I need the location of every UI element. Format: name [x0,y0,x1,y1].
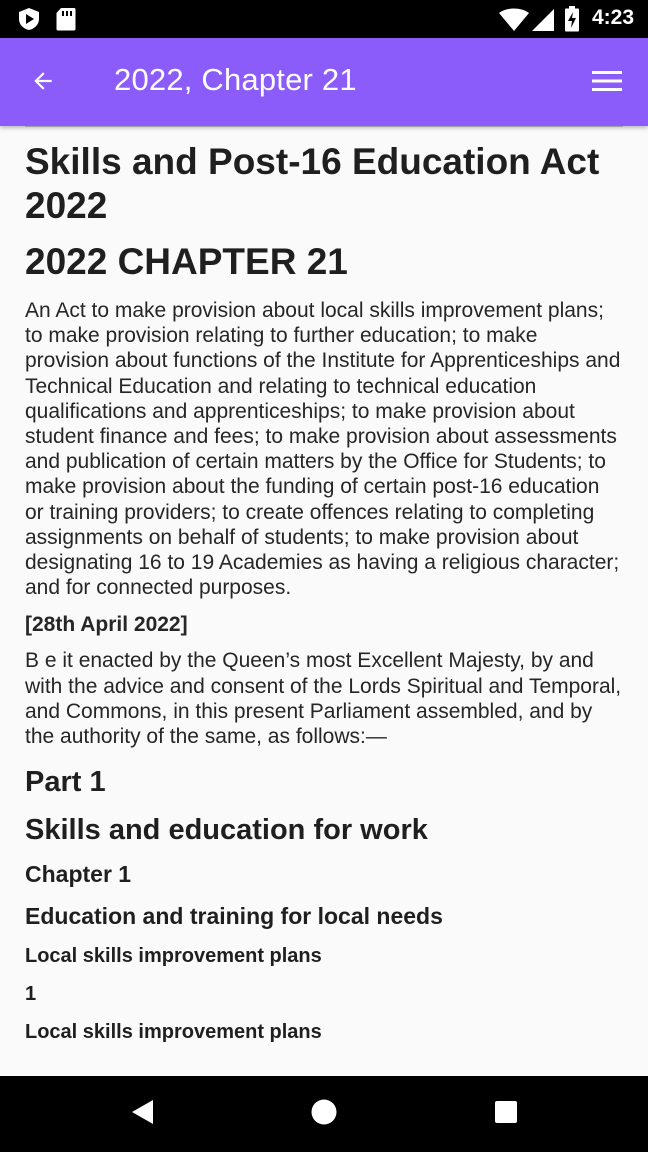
wifi-icon [498,8,530,37]
nav-home-circle-icon [310,1098,338,1131]
status-time: 4:23 [591,6,634,29]
section-heading: Local skills improvement plans [25,1021,322,1044]
section-number: 1 [25,983,37,1006]
sd-card-icon [56,7,76,36]
part-number: Part 1 [25,766,106,799]
shield-play-icon [18,7,40,36]
document-title: Skills and Post-16 Education Act 2022 [25,141,600,226]
back-button[interactable] [20,60,66,106]
enacting-text: B e it enacted by the Queen’s most Excellent Majesty, by and with the advice and consent of the Lords Spiritual and Temporal, and Commons, in this present Parliament assembled, and by the authority of the same, as follows:— [25,649,622,749]
part-title: Skills and education for work [25,814,428,847]
battery-charging-icon [564,6,580,37]
document-scroll-view[interactable] [0,126,648,1076]
chapter-heading: 2022 CHAPTER 21 [25,241,348,282]
status-bar [0,0,648,38]
arrow-back-icon [30,68,56,99]
nav-recents-square-icon [493,1099,519,1130]
nav-recents-button[interactable] [488,1096,524,1132]
app-bar [0,38,648,126]
chapter-title: Education and training for local needs [25,903,443,930]
menu-button[interactable] [586,62,628,104]
document-body [25,140,623,1045]
long-title: An Act to make provision about local skills improvement plans; to make provision relating to further education; to make provision about functions of the Institute for Apprenticeships and Technical Education and relating to technical education qualifications and apprenticeships; to make provision about student finance and fees; to make provision about assessments and publication of certain matters by the Office for Students; to make provision about the funding of certain post-16 education or training providers; to create offences relating to completing assignments on behalf of students; to make provision about designating 16 to 19 Academies as having a religious character; and for connected purposes. [25,299,621,600]
divider [25,126,623,127]
cell-signal-icon [531,8,555,37]
nav-back-button[interactable] [124,1096,160,1132]
chapter-number: Chapter 1 [25,861,132,888]
assent-date: [28th April 2022] [25,613,188,637]
cross-heading: Local skills improvement plans [25,945,322,968]
system-nav-bar [0,1076,648,1152]
hamburger-menu-icon [592,70,622,97]
app-bar-title: 2022, Chapter 21 [114,62,357,97]
nav-home-button[interactable] [306,1096,342,1132]
nav-back-triangle-icon [129,1098,155,1131]
